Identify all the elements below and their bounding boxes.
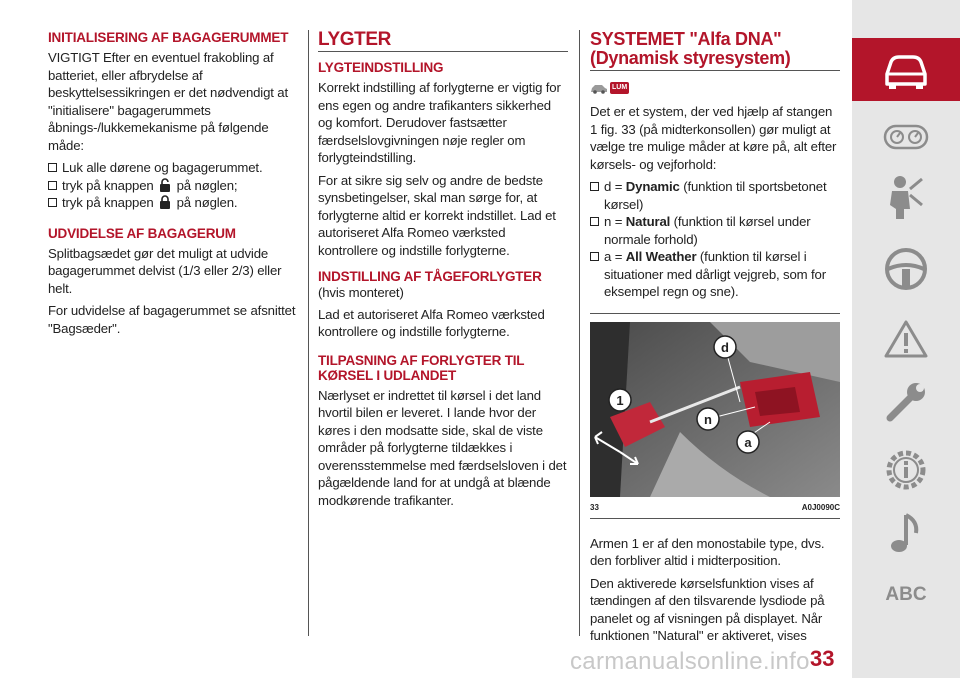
car-outline-icon [590, 82, 608, 94]
paragraph-split-ref: For udvidelse af bagagerummet se afsnittet "Bagsæder". [48, 303, 296, 336]
mode-desc: (funktion til sportsbetonet kørsel) [604, 179, 827, 212]
checkbox-bullet-icon [48, 181, 57, 190]
checkbox-bullet-icon [590, 217, 599, 226]
figure-top-rule [590, 313, 840, 314]
column-divider [308, 30, 309, 636]
mode-desc: (funktion til kørsel under normale forhold) [604, 214, 811, 247]
heading-trunk-expand: UDVIDELSE AF BAGAGERUM [48, 225, 236, 241]
section-subtitle-dna: (Dynamisk styresystem) [590, 48, 791, 68]
seatbelt-icon[interactable] [882, 174, 930, 222]
title-rule [318, 51, 568, 52]
list-item-text-b: på nøglen. [176, 195, 238, 210]
column-lights [318, 30, 568, 514]
equipment-badges [590, 79, 840, 97]
dna-selector-figure [590, 322, 840, 497]
gear-info-icon[interactable] [882, 446, 930, 494]
list-item [48, 159, 298, 177]
list-item-text-a: tryk på knappen [62, 177, 154, 193]
mode-letter: d = [604, 179, 626, 194]
heading-trunk-init: INITIALISERING AF BAGAGERUMMET [48, 30, 289, 45]
dashboard-icon[interactable] [882, 113, 930, 161]
callout-d-label: d [721, 339, 729, 355]
unlock-icon [159, 178, 171, 192]
paragraph-split: Splitbagsædet gør det muligt at udvide bagagerummet delvist (1/3 eller 2/3) eller helt. [48, 245, 282, 296]
steering-wheel-icon[interactable] [882, 245, 930, 293]
page-number: 33 [810, 646, 835, 671]
list-item [590, 213, 840, 248]
column-trunk [48, 30, 298, 342]
list-item [590, 178, 840, 213]
list-item-text-a: tryk på knappen [62, 195, 154, 210]
list-item-text [62, 177, 237, 195]
checkbox-bullet-icon [590, 252, 599, 261]
mode-name: All Weather [625, 249, 697, 264]
mode-letter: a = [604, 249, 626, 264]
car-icon[interactable] [882, 46, 930, 94]
mode-name: Natural [625, 214, 671, 229]
music-icon[interactable] [882, 510, 930, 558]
checkbox-bullet-icon [48, 163, 57, 172]
figure-code: A0J0090C [801, 502, 840, 512]
heading-fog-lights: INDSTILLING AF TÅGEFORLYGTER [318, 269, 542, 284]
mode-name: Dynamic [625, 179, 680, 194]
list-item-text: Luk alle dørene og bagagerummet. [62, 160, 263, 175]
warning-icon[interactable] [882, 315, 930, 363]
column-divider [579, 30, 580, 636]
list-item-text [604, 213, 840, 248]
column-dna [590, 30, 840, 650]
callout-a-label: a [744, 434, 752, 450]
figure-bottom-rule [590, 518, 840, 519]
heading-abroad: TILPASNING AF FORLYGTER TIL KØRSEL I UDLANDET [318, 352, 525, 383]
callout-n-label: n [704, 411, 712, 427]
paragraph-trunk-init: VIGTIGT Efter en eventuel frakobling af batteriet, eller afbrydelse af beskyttelsessikringen er det nødvendigt at "initialisere" bagagerummets åbnings-/lukkemekanisme på følgende måde: [48, 50, 288, 153]
mode-letter: n = [604, 214, 626, 229]
checkbox-bullet-icon [590, 182, 599, 191]
watermark-text: carmanualsonline.info [570, 648, 810, 675]
paragraph-arm: Armen 1 er af den monostabile type, dvs. den forbliver altid i midterposition. [590, 535, 825, 568]
heading-headlight-adjust: LYGTEINDSTILLING [318, 60, 444, 75]
fog-note: (hvis monteret) [318, 285, 404, 300]
checkbox-bullet-icon [48, 198, 57, 207]
title-rule [590, 70, 840, 71]
paragraph-dna-intro: Det er et system, der ved hjælp af stangen 1 fig. 33 (på midterkonsollen) gør muligt at vælge tre mulige måder at køre på, alt efter kørsels- og vejforhold: [590, 104, 837, 172]
paragraph-adjust-2: For at sikre sig selv og andre de bedste synsbetingelser, skal man sørge for, at forlygterne altid er korrekt indstillet. Lad et autoriseret Alfa Romeo værksted kontrollere og indstille forlygterne. [318, 172, 556, 258]
list-item-text [604, 248, 840, 301]
list-item-text [62, 194, 237, 212]
list-item [48, 177, 298, 195]
list-item-text-b: på nøglen; [176, 177, 238, 193]
mode-desc: (funktion til kørsel i situationer med dårligt vejgreb, som for eksempel regn og sne). [604, 249, 826, 299]
paragraph-adjust-1: Korrekt indstilling af forlygterne er vigtig for ens egen og andre trafikanters sikkerhed og komfort. Derudover fastsætter færdselslovgivningen nøje regler om forlygteindstilling. [318, 80, 561, 165]
dna-selector-illustration [590, 322, 840, 497]
list-item [590, 248, 840, 301]
list-item [48, 194, 298, 212]
callout-1-label: 1 [616, 392, 624, 408]
paragraph-abroad: Nærlyset er indrettet til kørsel i det land hvortil bilen er leveret. I lande hvor der køres i den modsatte side, skal de viste områder på forlygterne tildækkes i overensstemmelse med færdselsloven i det pågældende land for at undgå at blænde modkørende trafikanter. [318, 387, 567, 508]
trunk-key-icon [159, 195, 171, 209]
paragraph-active-mode: Den aktiverede kørselsfunktion vises af tændingen af den tilsvarende lysdiode på panelet og af visningen på displayet. Når funktionen "Natural" er aktiveret, vises [590, 575, 825, 643]
index-abc-tab[interactable]: ABC [885, 584, 927, 605]
paragraph-fog: Lad et autoriseret Alfa Romeo værksted kontrollere og indstille forlygterne. [318, 306, 545, 339]
wrench-icon[interactable] [882, 378, 930, 426]
section-title-lights: LYGTER [318, 29, 391, 50]
chapter-sidebar [852, 0, 960, 678]
figure-number: 33 [590, 502, 599, 512]
lum-badge: LUM [610, 82, 629, 94]
list-item-text [604, 178, 840, 213]
figure-caption [590, 503, 840, 512]
section-title-dna: SYSTEMET "Alfa DNA" [590, 29, 782, 49]
